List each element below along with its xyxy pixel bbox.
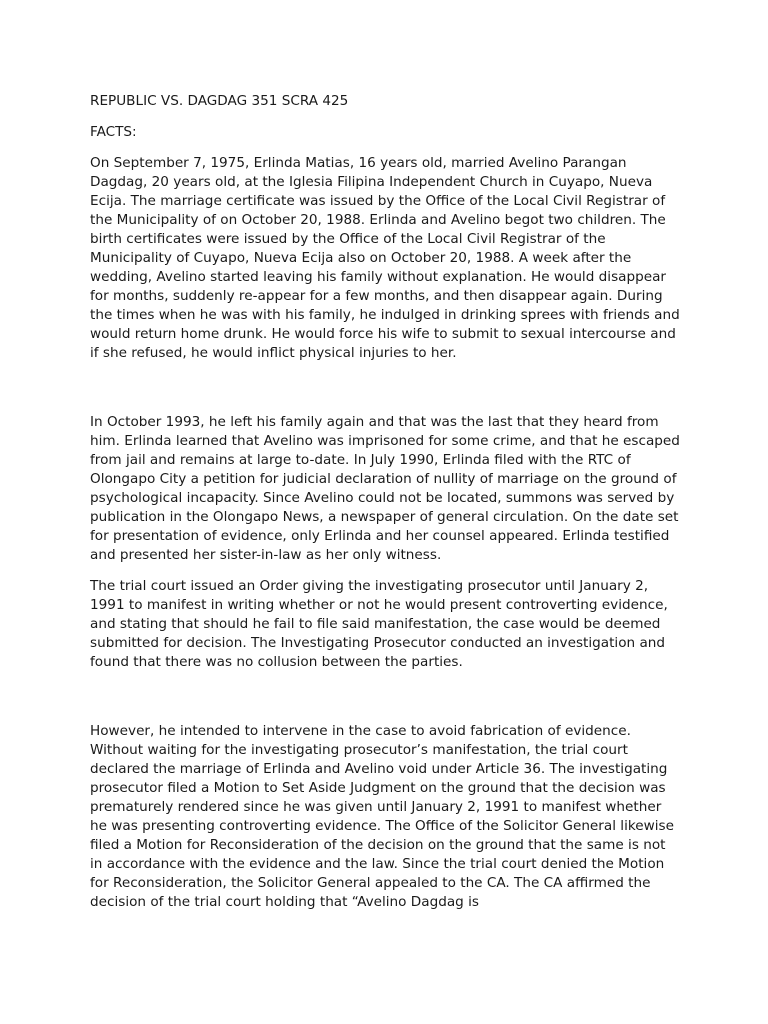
document-page [90,92,680,924]
paragraph-3: The trial court issued an Order giving the investigating prosecutor until January 2, 1991 to manifest in writing whether or not he would present controverting evidence, and stating that should he fail to file said manifestation, the case would be deemed submitted for decision. The Investigating Prosecutor conducted an investigation and found that there was no collusion between the parties. [90,578,668,670]
paragraph-2: In October 1993, he left his family again and that was the last that they heard from him. Erlinda learned that Avelino was imprisoned for some crime, and that he escaped from jail and remains at large to-date. In July 1990, Erlinda filed with the RTC of Olongapo City a petition for judicial declaration of nullity of marriage on the ground of psychological incapacity. Since Avelino could not be located, summons was served by publication in the Olongapo News, a newspaper of general circulation. On the date set for presentation of evidence, only Erlinda and her counsel appeared. Erlinda testified and presented her sister-in-law as her only witness. [90,414,680,563]
paragraph-4: However, he intended to intervene in the case to avoid fabrication of evidence. Without waiting for the investigating prosecutor’s manifestation, the trial court declared the marriage of Erlinda and Avelino void under Article 36. The investigating prosecutor filed a Motion to Set Aside Judgment on the ground that the decision was prematurely rendered since he was given until January 2, 1991 to manifest whether he was presenting controverting evidence. The Office of the Solicitor General likewise filed a Motion for Reconsideration of the decision on the ground that the same is not in accordance with the evidence and the law. Since the trial court denied the Motion for Reconsideration, the Solicitor General appealed to the CA. The CA affirmed the decision of the trial court holding that “Avelino Dagdag is [90,723,674,910]
facts-heading: FACTS: [90,124,137,140]
document-title: REPUBLIC VS. DAGDAG 351 SCRA 425 [90,93,349,109]
paragraph-1: On September 7, 1975, Erlinda Matias, 16 years old, married Avelino Parangan Dagdag, 20 years old, at the Iglesia Filipina Independent Church in Cuyapo, Nueva Ecija. The marriage certificate was issued by the Office of the Local Civil Registrar of the Municipality of on October 20, 1988. Erlinda and Avelino begot two children. The birth certificates were issued by the Office of the Local Civil Registrar of the Municipality of Cuyapo, Nueva Ecija also on October 20, 1988. A week after the wedding, Avelino started leaving his family without explanation. He would disappear for months, suddenly re-appear for a few months, and then disappear again. During the times when he was with his family, he indulged in drinking sprees with friends and would return home drunk. He would force his wife to submit to sexual intercourse and if she refused, he would inflict physical injuries to her. [90,155,680,361]
